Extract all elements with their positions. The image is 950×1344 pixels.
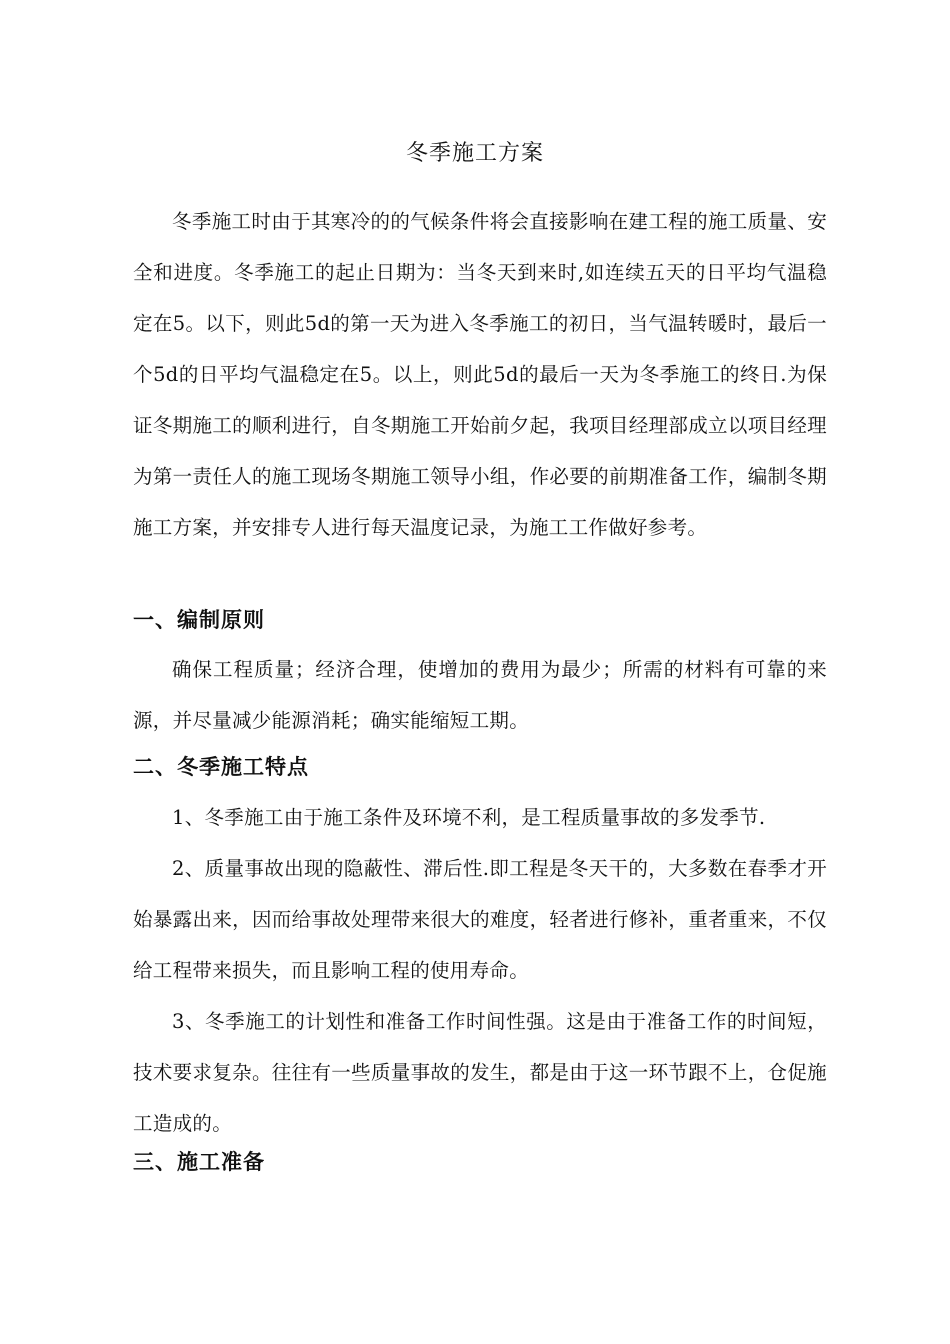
intro-paragraph: 冬季施工时由于其寒冷的的气候条件将会直接影响在建工程的施工质量、安全和进度。冬季施工的起止日期为：当冬天到来时,如连续五天的日平均气温稳定在5。以下，则此5d的第一天为进入冬季施工的初日，当气温转暖时，最后一个5d的日平均气温稳定在5。以上，则此5d的最后一天为冬季施工的终日.为保证冬期施工的顺利进行，自冬期施工开始前夕起，我项目经理部成立以项目经理为第一责任人的施工现场冬期施工领导小组，作必要的前期准备工作，编制冬期施工方案，并安排专人进行每天温度记录，为施工工作做好参考。 xyxy=(133,210,827,539)
section-heading-preparation: 三、施工准备 xyxy=(133,1149,265,1174)
characteristic-item-1: 1、冬季施工由于施工条件及环境不利，是工程质量事故的多发季节. xyxy=(172,806,766,829)
characteristic-item-2: 2、质量事故出现的隐蔽性、滞后性.即工程是冬天干的，大多数在春季才开始暴露出来，因而给事故处理带来很大的难度，轻者进行修补，重者重来，不仅给工程带来损失，而且影响工程的使用寿命。 xyxy=(133,857,827,982)
characteristic-item-3: 3、冬季施工的计划性和准备工作时间性强。这是由于准备工作的时间短，技术要求复杂。往往有一些质量事故的发生，都是由于这一环节跟不上，仓促施工造成的。 xyxy=(133,1010,827,1135)
document-title: 冬季施工方案 xyxy=(405,141,544,166)
section-heading-characteristics: 二、冬季施工特点 xyxy=(133,754,309,779)
section-heading-principles: 一、编制原则 xyxy=(133,607,265,632)
principles-paragraph: 确保工程质量；经济合理，使增加的费用为最少；所需的材料有可靠的来源，并尽量减少能源消耗；确实能缩短工期。 xyxy=(133,658,827,732)
